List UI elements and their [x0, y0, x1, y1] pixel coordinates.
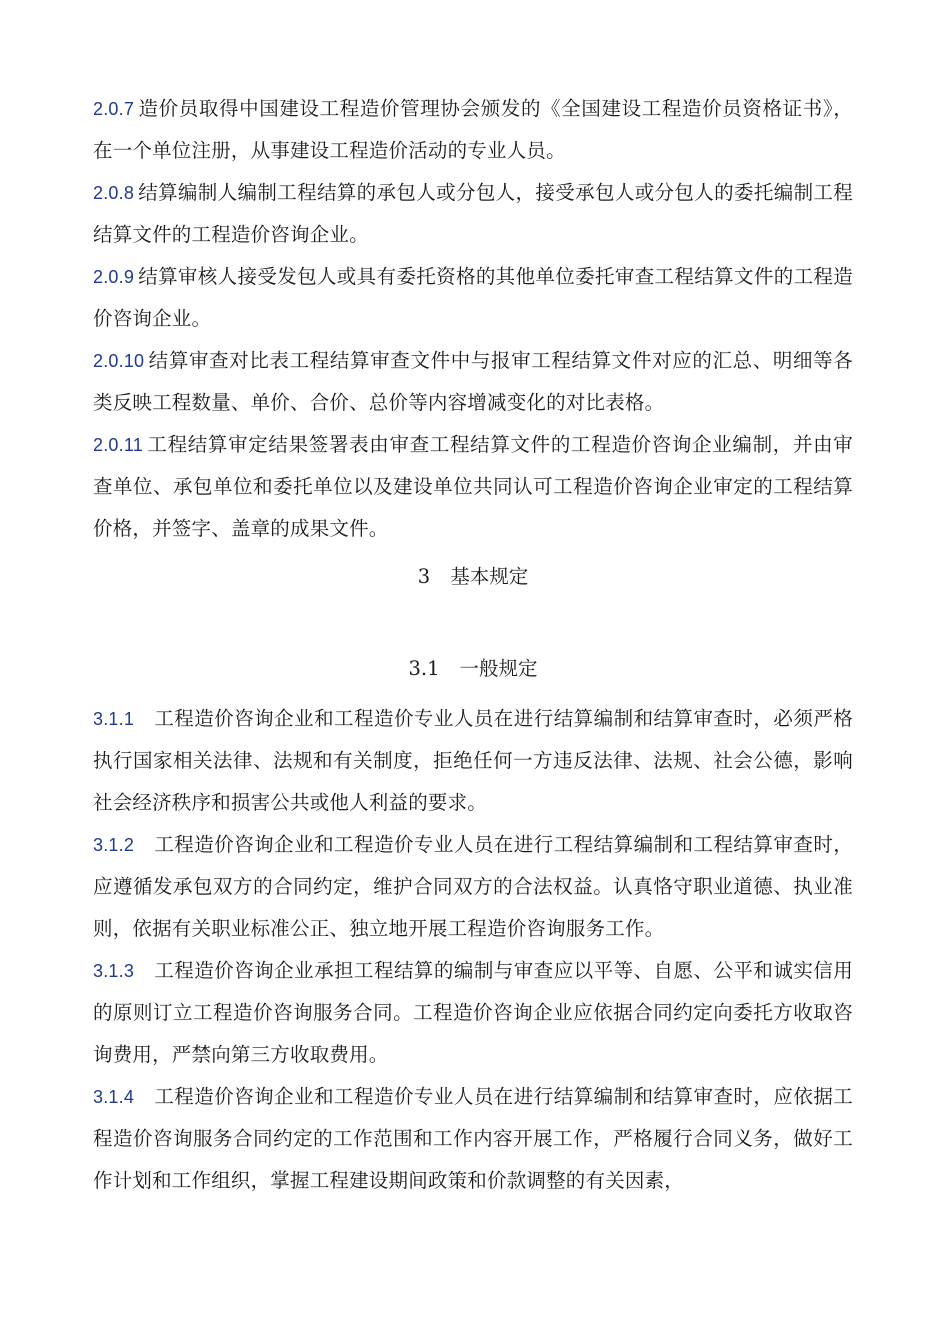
clause-text: 结算审核人接受发包人或具有委托资格的其他单位委托审查工程结算文件的工程造价咨询企业。 [93, 265, 853, 330]
clause-3-1-2 [93, 824, 853, 950]
clause-number: 3.1.4 [93, 1087, 135, 1107]
definition-2-0-11 [93, 424, 853, 550]
clause-text: 工程造价咨询企业和工程造价专业人员在进行结算编制和结算审查时，必须严格执行国家相关法律、法规和有关制度，拒绝任何一方违反法律、法规、社会公德，影响社会经济秩序和损害公共或他人利益的要求。 [93, 707, 853, 814]
clause-number: 2.0.11 [93, 435, 143, 455]
clause-3-1-1 [93, 698, 853, 824]
section-number: 3.1 [408, 657, 440, 680]
document-page [93, 88, 853, 1202]
clause-text: 结算审查对比表工程结算审查文件中与报审工程结算文件对应的汇总、明细等各类反映工程数量、单价、合价、总价等内容增减变化的对比表格。 [93, 349, 853, 414]
clause-3-1-3 [93, 950, 853, 1076]
clause-number: 2.0.10 [93, 351, 145, 371]
clause-text: 造价员取得中国建设工程造价管理协会颁发的《全国建设工程造价员资格证书》，在一个单位注册，从事建设工程造价活动的专业人员。 [93, 97, 853, 162]
definition-2-0-8 [93, 172, 853, 256]
clause-text: 工程造价咨询企业承担工程结算的编制与审查应以平等、自愿、公平和诚实信用的原则订立工程造价咨询服务合同。工程造价咨询企业应依据合同约定向委托方收取咨询费用，严禁向第三方收取费用。 [93, 959, 853, 1066]
clause-number: 2.0.9 [93, 267, 135, 287]
clause-3-1-4 [93, 1076, 853, 1202]
section-title: 一般规定 [459, 657, 538, 680]
clause-text: 工程造价咨询企业和工程造价专业人员在进行结算编制和结算审查时，应依据工程造价咨询服务合同约定的工作范围和工作内容开展工作，严格履行合同义务，做好工作计划和工作组织，掌握工程建设期间政策和价款调整的有关因素， [93, 1085, 853, 1192]
chapter-number: 3 [417, 565, 431, 588]
clause-text: 工程造价咨询企业和工程造价专业人员在进行工程结算编制和工程结算审查时，应遵循发承包双方的合同约定，维护合同双方的合法权益。认真恪守职业道德、执业准则，依据有关职业标准公正、独立地开展工程造价咨询服务工作。 [93, 833, 853, 940]
clause-number: 2.0.8 [93, 183, 135, 203]
chapter-title: 基本规定 [450, 565, 529, 588]
clause-number: 2.0.7 [93, 99, 135, 119]
clause-text: 工程结算审定结果签署表由审查工程结算文件的工程造价咨询企业编制，并由审查单位、承包单位和委托单位以及建设单位共同认可工程造价咨询企业审定的工程结算价格，并签字、盖章的成果文件。 [93, 433, 853, 540]
definition-2-0-7 [93, 88, 853, 172]
section-heading [93, 648, 853, 690]
definition-2-0-9 [93, 256, 853, 340]
chapter-heading [93, 556, 853, 598]
definition-2-0-10 [93, 340, 853, 424]
clause-number: 3.1.1 [93, 709, 135, 729]
clause-text: 结算编制人编制工程结算的承包人或分包人，接受承包人或分包人的委托编制工程结算文件的工程造价咨询企业。 [93, 181, 853, 246]
clause-number: 3.1.3 [93, 961, 135, 981]
clause-number: 3.1.2 [93, 835, 135, 855]
